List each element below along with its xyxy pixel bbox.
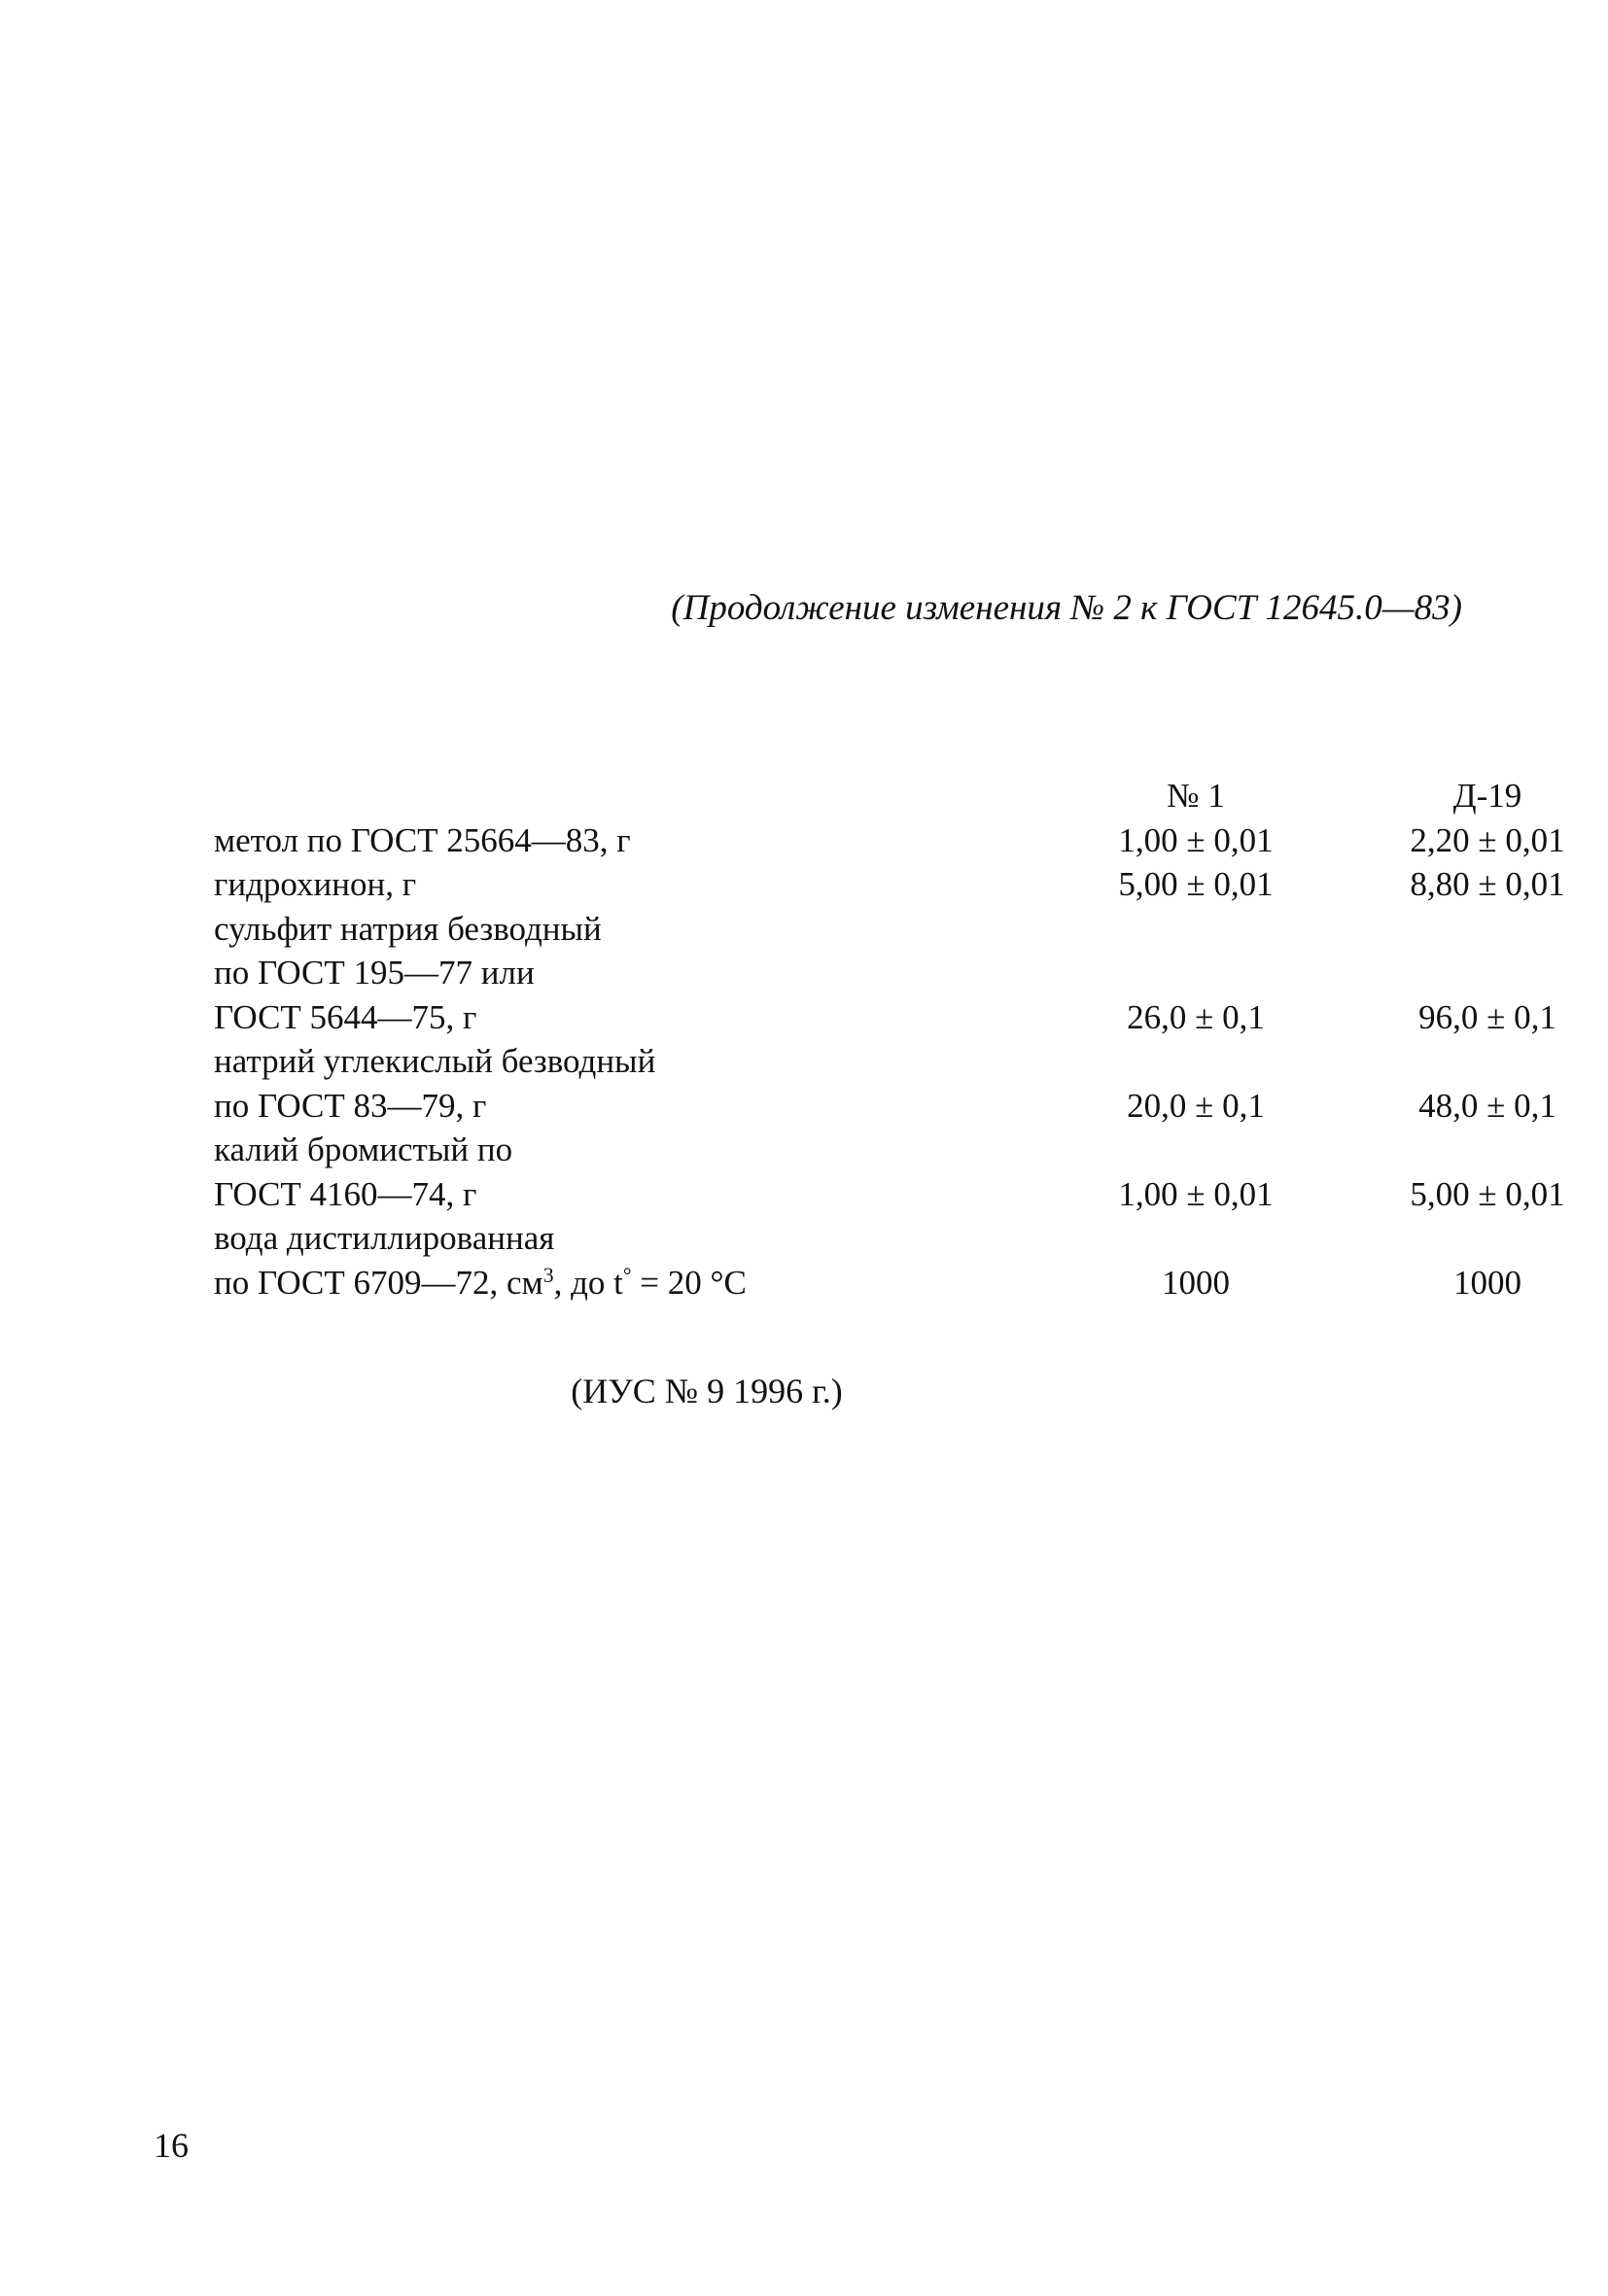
table-row	[214, 907, 1478, 952]
row-label: гидрохинон, г	[214, 865, 417, 903]
table-row	[214, 995, 1556, 1040]
table-row	[214, 1261, 1521, 1305]
row-value-no1: 26,0 ± 0,1	[1127, 997, 1265, 1036]
row-value-no1: 5,00 ± 0,01	[1118, 865, 1274, 903]
table-row	[214, 1172, 1565, 1217]
table-row	[214, 818, 1565, 863]
row-label: по ГОСТ 83—79, г	[214, 1086, 487, 1125]
row-label: вода дистиллированная	[214, 1219, 555, 1257]
row-value-d19: 8,80 ± 0,01	[1410, 865, 1565, 903]
table-header-row	[214, 774, 1522, 818]
row-value-d19: 1000	[1453, 1263, 1521, 1302]
row-value-no1: 1,00 ± 0,01	[1118, 1174, 1274, 1213]
composition-table	[214, 774, 1565, 1305]
continuation-header: (Продолжение изменения № 2 к ГОСТ 12645.0—83)	[671, 588, 1462, 628]
column-header-no1: № 1	[1167, 777, 1225, 815]
page-number: 16	[154, 2126, 189, 2165]
row-label: метол по ГОСТ 25664—83, г	[214, 820, 631, 859]
table-row	[214, 1084, 1556, 1129]
table-row	[214, 1039, 1478, 1084]
row-label: по ГОСТ 195—77 или	[214, 954, 535, 991]
table-row	[214, 1128, 1478, 1172]
row-value-no1: 1000	[1162, 1263, 1230, 1302]
row-label: ГОСТ 5644—75, г	[214, 997, 477, 1036]
row-label: натрий углекислый безводный	[214, 1042, 656, 1080]
row-value-no1: 1,00 ± 0,01	[1118, 820, 1274, 859]
row-label: ГОСТ 4160—74, г	[214, 1174, 477, 1213]
row-value-no1: 20,0 ± 0,1	[1127, 1086, 1265, 1125]
row-label: по ГОСТ 6709—72, $см^3$, до t° = 20 °С	[214, 1263, 747, 1302]
row-value-d19: 96,0 ± 0,1	[1418, 997, 1556, 1036]
ius-reference: (ИУС № 9 1996 г.)	[571, 1372, 843, 1410]
column-header-d19: Д-19	[1452, 777, 1522, 815]
row-label: калий бромистый по	[214, 1131, 513, 1168]
table-row	[214, 951, 1478, 995]
table-row	[214, 1216, 1478, 1261]
row-value-d19: 48,0 ± 0,1	[1418, 1086, 1556, 1125]
row-value-d19: 2,20 ± 0,01	[1410, 820, 1565, 859]
table-body	[214, 818, 1565, 1261]
row-value-d19: 5,00 ± 0,01	[1410, 1174, 1565, 1213]
row-label: сульфит натрия безводный	[214, 909, 602, 948]
table-row	[214, 862, 1565, 907]
